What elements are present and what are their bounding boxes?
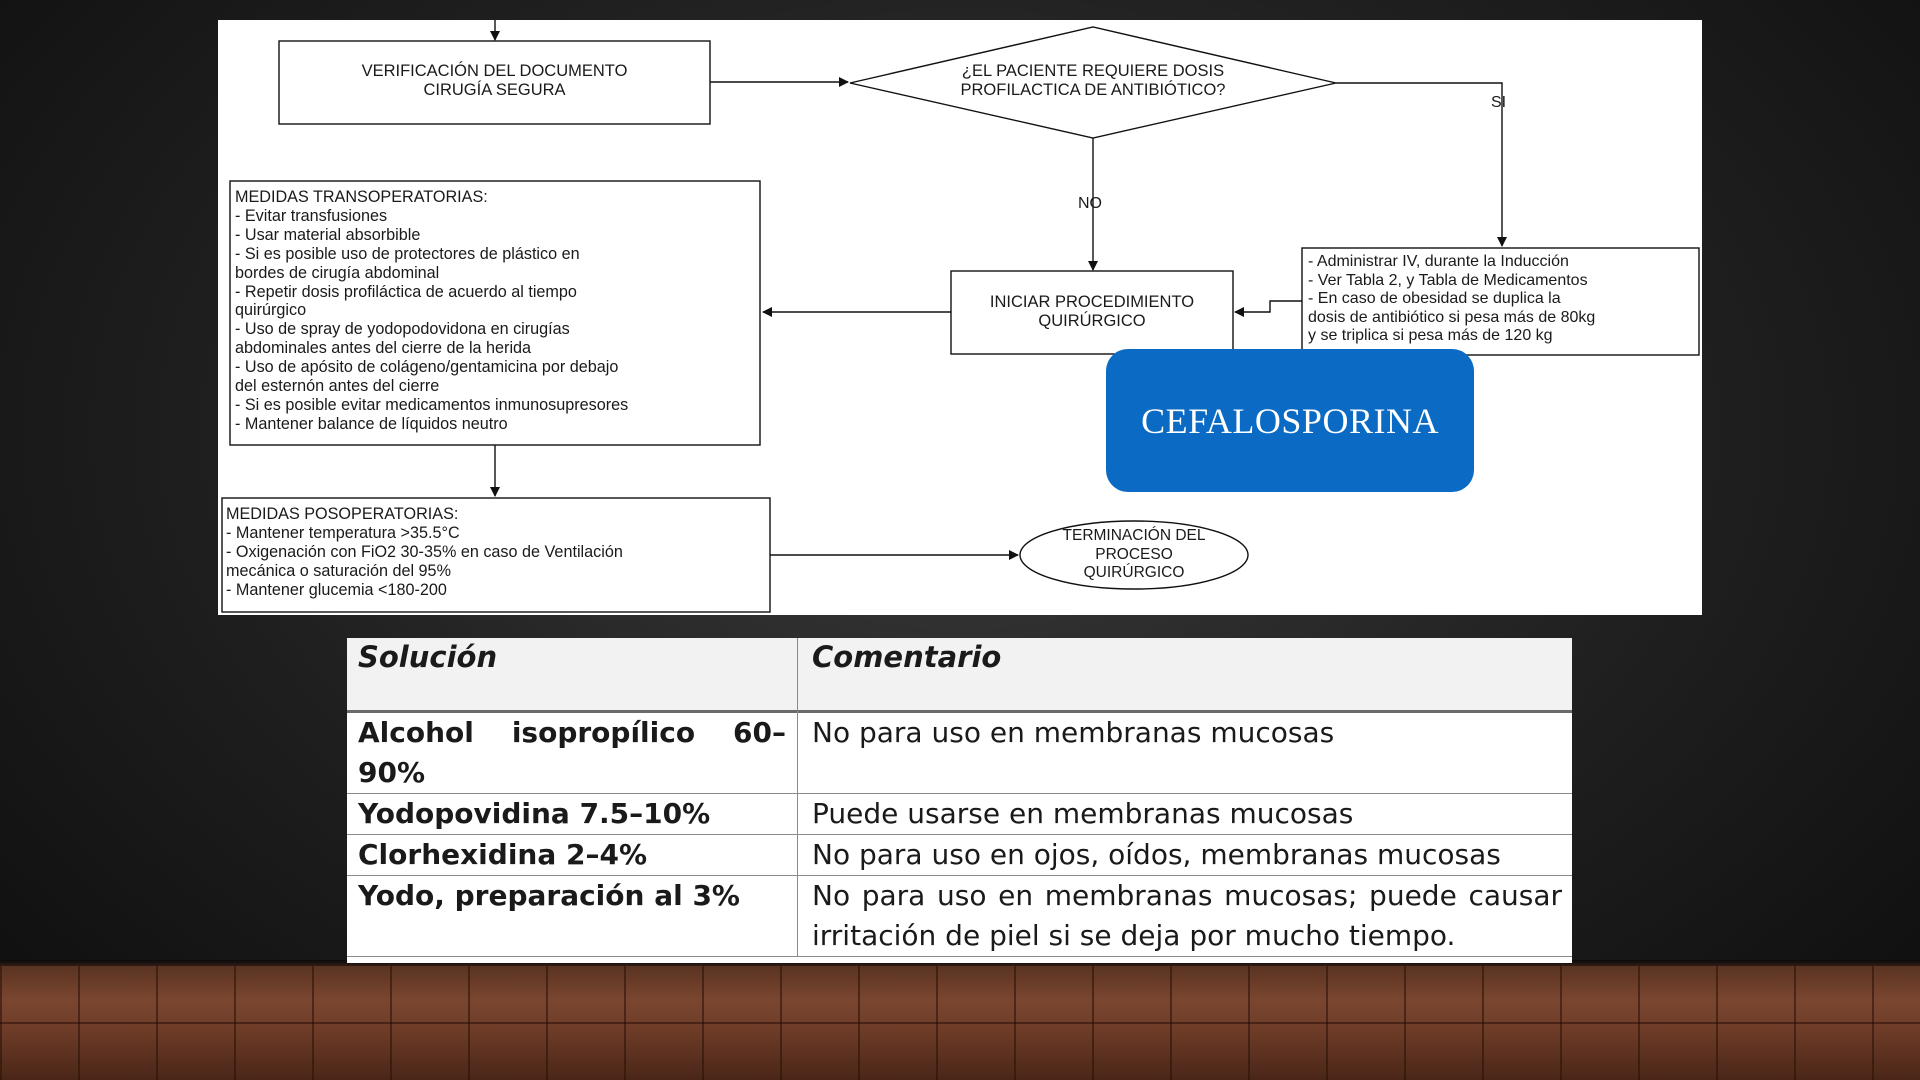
cell-comentario: No para uso en membranas mucosas; puede causar irritación de piel si se deja por mucho tiempo. — [812, 879, 1562, 952]
label-si: SI — [1491, 94, 1507, 111]
header-comentario: Comentario — [812, 640, 1002, 674]
arrow-si — [1336, 83, 1502, 246]
table-row — [347, 876, 1572, 957]
posoperatorias-text: MEDIDAS POSOPERATORIAS: - Mantener temperatura >35.5°C - Oxigenación con FiO2 30-35% en caso de Ventilación mecánica o saturación del 95% - Mantener glucemia <180-200 — [226, 505, 623, 599]
table-row — [347, 835, 1572, 876]
label-no: NO — [1078, 195, 1102, 212]
cell-comentario: No para uso en ojos, oídos, membranas mucosas — [812, 838, 1501, 871]
cefalosporina-label: CEFALOSPORINA — [1141, 400, 1439, 441]
header-solucion: Solución — [358, 640, 498, 674]
cell-solucion: Yodopovidina 7.5–10% — [358, 797, 711, 830]
decision-text: ¿EL PACIENTE REQUIERE DOSIS PROFILACTICA DE ANTIBIÓTICO? — [960, 62, 1226, 99]
administrar-text: - Administrar IV, durante la Inducción - Ver Tabla 2, y Tabla de Medicamentos - En caso de obesidad se duplica la dosis de antibiótico si pesa más de 80kg y se triplica si pesa más de 120 kg — [1308, 253, 1596, 345]
wood-floor-background — [0, 966, 1920, 1080]
cell-solucion: Alcohol isopropílico 60–90% — [358, 716, 786, 789]
flowchart-image — [218, 20, 1702, 615]
table-header-row — [347, 638, 1572, 713]
table-row — [347, 794, 1572, 835]
iniciar-text: INICIAR PROCEDIMIENTO QUIRÚRGICO — [989, 293, 1195, 330]
table-row — [347, 713, 1572, 794]
cell-comentario: Puede usarse en membranas mucosas — [812, 797, 1354, 830]
cell-solucion: Clorhexidina 2–4% — [358, 838, 648, 871]
arrow-admin-to-iniciar — [1235, 301, 1302, 312]
verificacion-text: VERIFICACIÓN DEL DOCUMENTO CIRUGÍA SEGURA — [361, 62, 628, 99]
solutions-table — [347, 638, 1572, 963]
terminacion-text: TERMINACIÓN DEL PROCESO QUIRÚRGICO — [1062, 527, 1206, 581]
cell-solucion: Yodo, preparación al 3% — [358, 879, 740, 912]
transoperatorias-text: MEDIDAS TRANSOPERATORIAS: - Evitar transfusiones - Usar material absorbible - Si es posible uso de protectores de plástico en bordes de cirugía abdominal - Repetir dosis profiláctica de acuerdo al tiempo quirúrgico - Uso de spray de yodopodovidona en cirugías abdominales antes del cierre de la herida - Uso de apósito de colágeno/gentamicina por debajo del esternón antes del cierre - Si es posible evitar medicamentos inmunosupresores - Mantener balance de líquidos neutro — [235, 188, 629, 433]
cefalosporina-callout — [1106, 349, 1474, 492]
cell-comentario: No para uso en membranas mucosas — [812, 716, 1335, 749]
